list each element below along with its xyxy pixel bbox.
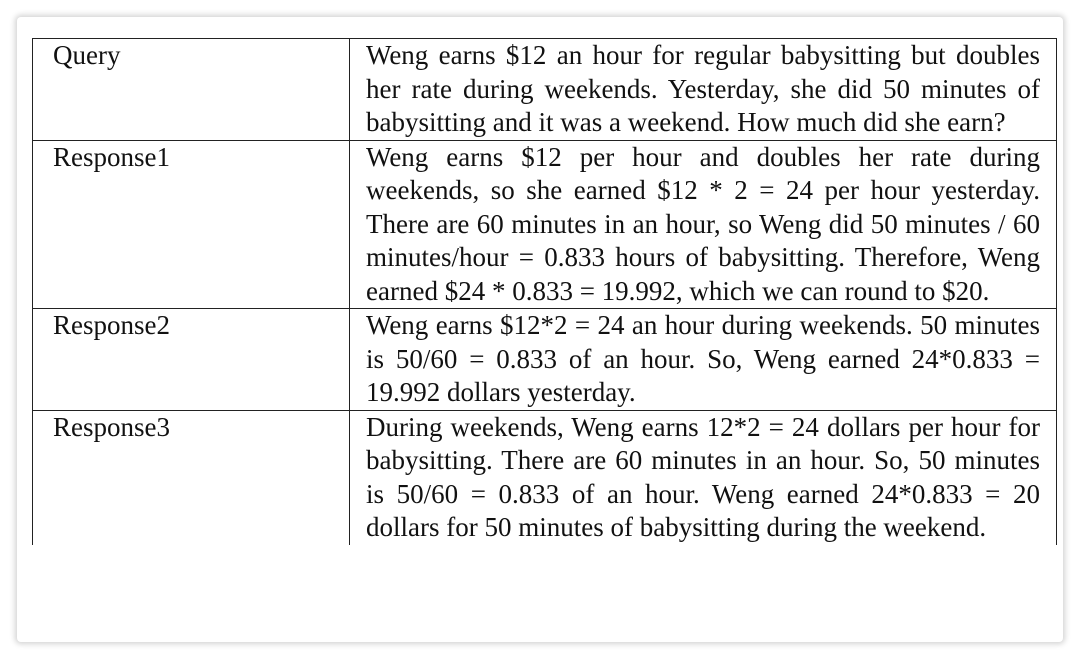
row-label: Query (33, 39, 350, 141)
table-row-response1 (33, 140, 1057, 309)
row-text: Weng earns $12*2 = 24 an hour during weekends. 50 minutes is 50/60 = 0.833 of an hour. So, Weng earned 24*0.833 = 19.992 dollars yesterday. (350, 309, 1057, 411)
row-text: During weekends, Weng earns 12*2 = 24 dollars per hour for babysitting. There are 60 minutes in an hour. So, 50 minutes is 50/60 = 0.833 of an hour. Weng earned 24*0.833 = 20 dollars for 50 minutes of babysitting during the weekend. (350, 410, 1057, 545)
row-label: Response3 (33, 410, 350, 545)
query-response-table (32, 38, 1057, 545)
row-label: Response1 (33, 140, 350, 309)
row-text: Weng earns $12 per hour and doubles her rate during weekends, so she earned $12 * 2 = 24 per hour yesterday. There are 60 minutes in an hour, so Weng did 50 minutes / 60 minutes/hour = 0.833 hours of babysitting. Therefore, Weng earned $24 * 0.833 = 19.992, which we can round to $20. (350, 140, 1057, 309)
row-text: Weng earns $12 an hour for regular babysitting but doubles her rate during weekends. Yesterday, she did 50 minutes of babysitting and it was a weekend. How much did she earn? (350, 39, 1057, 141)
table-row-query (33, 39, 1057, 141)
table-row-response3 (33, 410, 1057, 545)
table-row-response2 (33, 309, 1057, 411)
row-label: Response2 (33, 309, 350, 411)
document-card (17, 17, 1063, 642)
